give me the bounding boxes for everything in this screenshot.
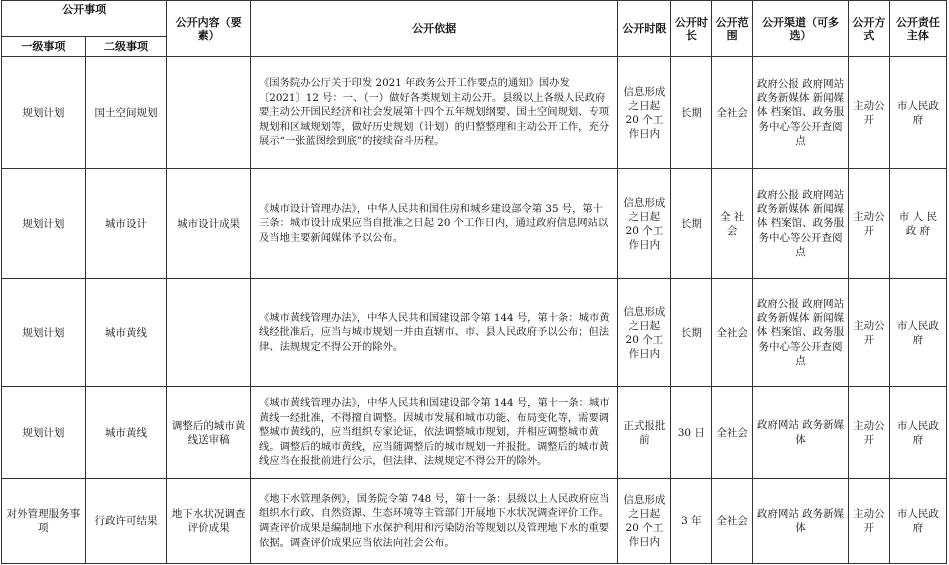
basis-cell: 《地下水管理条例》，国务院令第 748 号，第十一条：县级以上人民政府应当组织水行政、自然资源、生态环境等主管部门开展地下水状况调查评价工作。调查评价成果是编制地下水保护利用和污染防治等规划以及管理地下水的重要依据。调查评价成果应当依法向社会公布。 [250,479,617,564]
header-time-limit: 公开时限 [618,1,671,57]
channel-cell: 政府网站 政务新媒体 [753,479,849,564]
duration-cell: 30 日 [671,387,712,479]
header-public-matter: 公开事项 [2,1,167,37]
scope-cell: 全社会 [712,387,753,479]
time-limit-cell: 信息形成之日起 20 个工作日内 [618,479,671,564]
basis-cell: 《城市设计管理办法》，中华人民共和国住房和城乡建设部令第 35 号，第十三条：城市设计成果应当自批准之日起 20 个工作日内，通过政府信息网站以及当地主要新闻媒体予以公布。 [250,169,617,279]
content-cell [167,57,251,169]
header-subject: 公开责任主体 [889,1,946,57]
level1-cell: 规划计划 [2,279,86,387]
table-row [2,57,947,169]
header-channel: 公开渠道（可多选） [753,1,849,57]
table-row [2,387,947,479]
content-cell: 调整后的城市黄线送审稿 [167,387,251,479]
level2-cell: 城市黄线 [85,387,167,479]
header-method: 公开方式 [848,1,889,57]
table-row [2,169,947,279]
channel-cell: 政府公报 政府网站 政务新媒体 新闻媒体 档案馆、政务服务中心等公开查阅点 [753,57,849,169]
basis-cell: 《城市黄线管理办法》，中华人民共和国建设部令第 144 号，第十条：城市黄线经批准后，应当与城市规划一并由直辖市、市、县人民政府予以公布；但法律、法规规定不得公开的除外。 [250,279,617,387]
content-cell: 地下水状况调查评价成果 [167,479,251,564]
scope-cell: 全社会 [712,57,753,169]
header-scope: 公开范围 [712,1,753,57]
duration-cell: 长期 [671,169,712,279]
level1-cell: 规划计划 [2,57,86,169]
method-cell: 主动公开 [848,169,889,279]
method-cell: 主动公开 [848,57,889,169]
method-cell: 主动公开 [848,479,889,564]
scope-cell: 全 社 会 [712,169,753,279]
time-limit-cell: 信息形成之日起 20 个工作日内 [618,169,671,279]
duration-cell: 长期 [671,57,712,169]
subject-cell: 市人民政府 [889,479,946,564]
subject-cell: 市 人 民 政 府 [889,169,946,279]
method-cell: 主动公开 [848,387,889,479]
basis-cell: 《国务院办公厅关于印发 2021 年政务公开工作要点的通知》国办发〔2021〕12 号：一、（一）做好各类规划主动公开。县级以上各级人民政府要主动公开国民经济和社会发展第十四个五年规划纲要、国土空间规划、专项规划和区域规划等，做好历史规划（计划）的归整整理和主动公开工作，充分展示“一张蓝图绘到底”的接续奋斗历程。 [250,57,617,169]
duration-cell: 长期 [671,279,712,387]
level2-cell: 国土空间规划 [85,57,167,169]
time-limit-cell: 信息形成之日起 20 个工作日内 [618,57,671,169]
disclosure-table [1,0,947,564]
level1-cell: 规划计划 [2,169,86,279]
channel-cell: 政府公报 政府网站 政务新媒体 新闻媒体 档案馆、政务服务中心等公开查阅点 [753,279,849,387]
header-level1: 一级事项 [2,37,86,57]
subject-cell: 市人民政府 [889,387,946,479]
header-content: 公开内容（要素） [167,1,251,57]
header-duration: 公开时长 [671,1,712,57]
scope-cell: 全社会 [712,279,753,387]
time-limit-cell: 正式报批前 [618,387,671,479]
header-basis: 公开依据 [250,1,617,57]
content-cell: 城市设计成果 [167,169,251,279]
level1-cell: 规划计划 [2,387,86,479]
level2-cell: 行政许可结果 [85,479,167,564]
level2-cell: 城市设计 [85,169,167,279]
channel-cell: 政府公报 政府网站 政务新媒体 新闻媒体 档案馆、政务服务中心等公开查阅点 [753,169,849,279]
channel-cell: 政府网站 政务新媒体 [753,387,849,479]
basis-cell: 《城市黄线管理办法》，中华人民共和国建设部令第 144 号，第十一条：城市黄线一经批准，不得擅自调整。因城市发展和城市功能、布局变化等，需要调整城市黄线的，应当组织专家论证，依法调整城市规划，并相应调整城市黄线。调整后的城市黄线，应当随调整后的城市规划一并报批。调整后的城市黄线应当在报批前进行公示，但法律、法规规定不得公开的除外。 [250,387,617,479]
table-row [2,479,947,564]
header-level2: 二级事项 [85,37,167,57]
level2-cell: 城市黄线 [85,279,167,387]
subject-cell: 市人民政府 [889,279,946,387]
level1-cell: 对外管理服务事项 [2,479,86,564]
scope-cell: 全社会 [712,479,753,564]
content-cell [167,279,251,387]
method-cell: 主动公开 [848,279,889,387]
table-row [2,279,947,387]
subject-cell: 市人民政府 [889,57,946,169]
duration-cell: 3 年 [671,479,712,564]
time-limit-cell: 信息形成之日起 20 个工作日内 [618,279,671,387]
